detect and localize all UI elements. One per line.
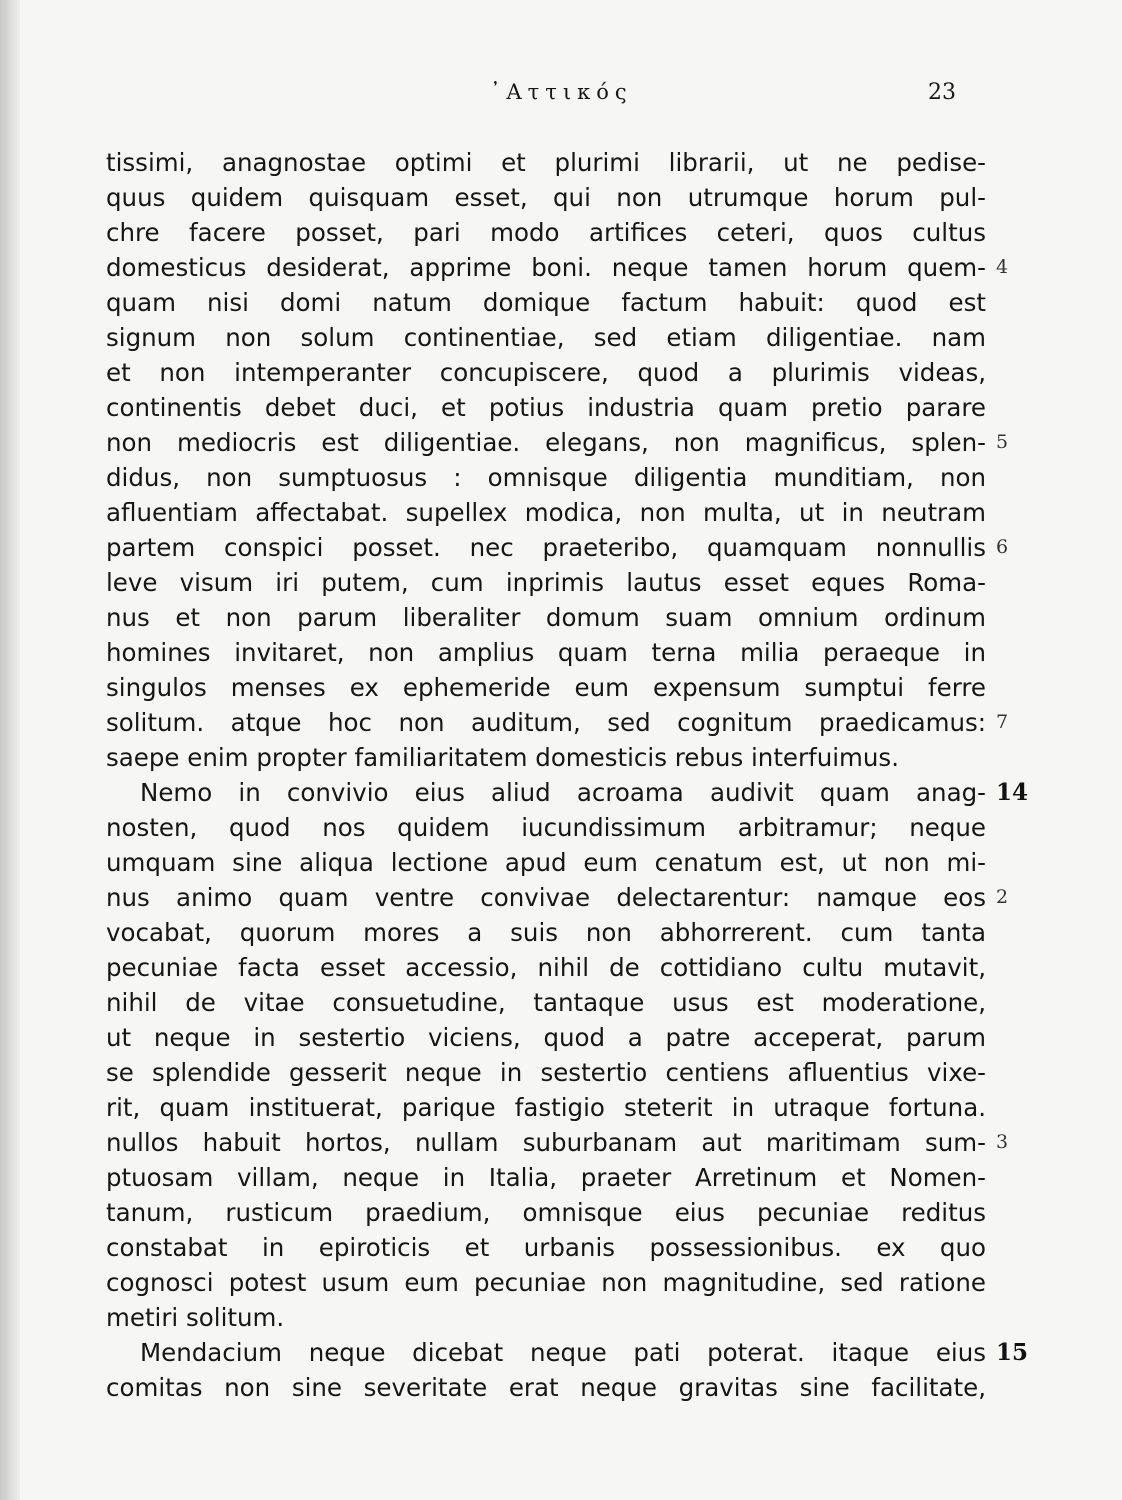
text-line: rit, quam instituerat, parique fastigio steterit in utraque fortuna.	[106, 1093, 986, 1122]
text-line: signum non solum continentiae, sed etiam diligentiae. nam	[106, 323, 986, 352]
margin-number: 2	[996, 886, 1009, 908]
text-line: afluentiam affectabat. supellex modica, non multa, ut in neutram	[106, 498, 986, 527]
text-line: nosten, quod nos quidem iucundissimum arbitramur; neque	[106, 813, 986, 842]
margin-number: 7	[996, 711, 1009, 733]
paragraph-first-line: Nemo in convivio eius aliud acroama audivit quam anag-	[140, 778, 986, 807]
text-line: leve visum iri putem, cum inprimis lautus esset eques Roma-	[106, 568, 986, 597]
body-text	[106, 145, 986, 1405]
chapter-number: 14	[996, 779, 1029, 806]
text-line: solitum. atque hoc non auditum, sed cognitum praedicamus:	[106, 708, 986, 737]
text-line: ptuosam villam, neque in Italia, praeter Arretinum et Nomen-	[106, 1163, 986, 1192]
text-line: vocabat, quorum mores a suis non abhorrerent. cum tanta	[106, 918, 986, 947]
text-line: nus animo quam ventre convivae delectarentur: namque eos	[106, 883, 986, 912]
text-line: tanum, rusticum praedium, omnisque eius pecuniae reditus	[106, 1198, 986, 1227]
text-line: nullos habuit hortos, nullam suburbanam aut maritimam sum-	[106, 1128, 986, 1157]
text-line: continentis debet duci, et potius industria quam pretio parare	[106, 393, 986, 422]
text-line: saepe enim propter familiaritatem domesticis rebus interfuimus.	[106, 743, 899, 772]
text-line: quam nisi domi natum domique factum habuit: quod est	[106, 288, 986, 317]
text-line: chre facere posset, pari modo artifices ceteri, quos cultus	[106, 218, 986, 247]
text-line: homines invitaret, non amplius quam terna milia peraeque in	[106, 638, 986, 667]
text-line: pecuniae facta esset accessio, nihil de cottidiano cultu mutavit,	[106, 953, 986, 982]
text-line: metiri solitum.	[106, 1303, 285, 1332]
running-head	[0, 80, 1122, 110]
text-line: et non intemperanter concupiscere, quod a plurimis videas,	[106, 358, 986, 387]
text-line: se splendide gesserit neque in sestertio centiens afluentius vixe-	[106, 1058, 986, 1087]
text-line: domesticus desiderat, apprime boni. neque tamen horum quem-	[106, 253, 986, 282]
text-line: nus et non parum liberaliter domum suam omnium ordinum	[106, 603, 986, 632]
text-line: umquam sine aliqua lectione apud eum cenatum est, ut non mi-	[106, 848, 986, 877]
text-line: didus, non sumptuosus : omnisque diligentia munditiam, non	[106, 463, 986, 492]
margin-number: 6	[996, 536, 1009, 558]
text-line: constabat in epiroticis et urbanis possessionibus. ex quo	[106, 1233, 986, 1262]
chapter-number: 15	[996, 1339, 1029, 1366]
text-line: comitas non sine severitate erat neque gravitas sine facilitate,	[106, 1373, 986, 1402]
margin-number: 5	[996, 431, 1009, 453]
text-line: nihil de vitae consuetudine, tantaque usus est moderatione,	[106, 988, 986, 1017]
text-line: partem conspici posset. nec praeteribo, quamquam nonnullis	[106, 533, 986, 562]
text-line: non mediocris est diligentiae. elegans, non magnificus, splen-	[106, 428, 986, 457]
text-line: ut neque in sestertio viciens, quod a patre acceperat, parum	[106, 1023, 986, 1052]
margin-number: 3	[996, 1131, 1009, 1153]
text-line: tissimi, anagnostae optimi et plurimi librarii, ut ne pedise-	[106, 148, 986, 177]
text-line: singulos menses ex ephemeride eum expensum sumptui ferre	[106, 673, 986, 702]
text-line: quus quidem quisquam esset, qui non utrumque horum pul-	[106, 183, 986, 212]
margin-number: 4	[996, 256, 1009, 278]
page-gutter-shadow	[0, 0, 20, 1500]
text-line: cognosci potest usum eum pecuniae non magnitudine, sed ratione	[106, 1268, 986, 1297]
page-number: 23	[928, 80, 956, 105]
paragraph-first-line: Mendacium neque dicebat neque pati poterat. itaque eius	[140, 1338, 986, 1367]
running-title: ᾿Αττικός	[490, 80, 633, 104]
